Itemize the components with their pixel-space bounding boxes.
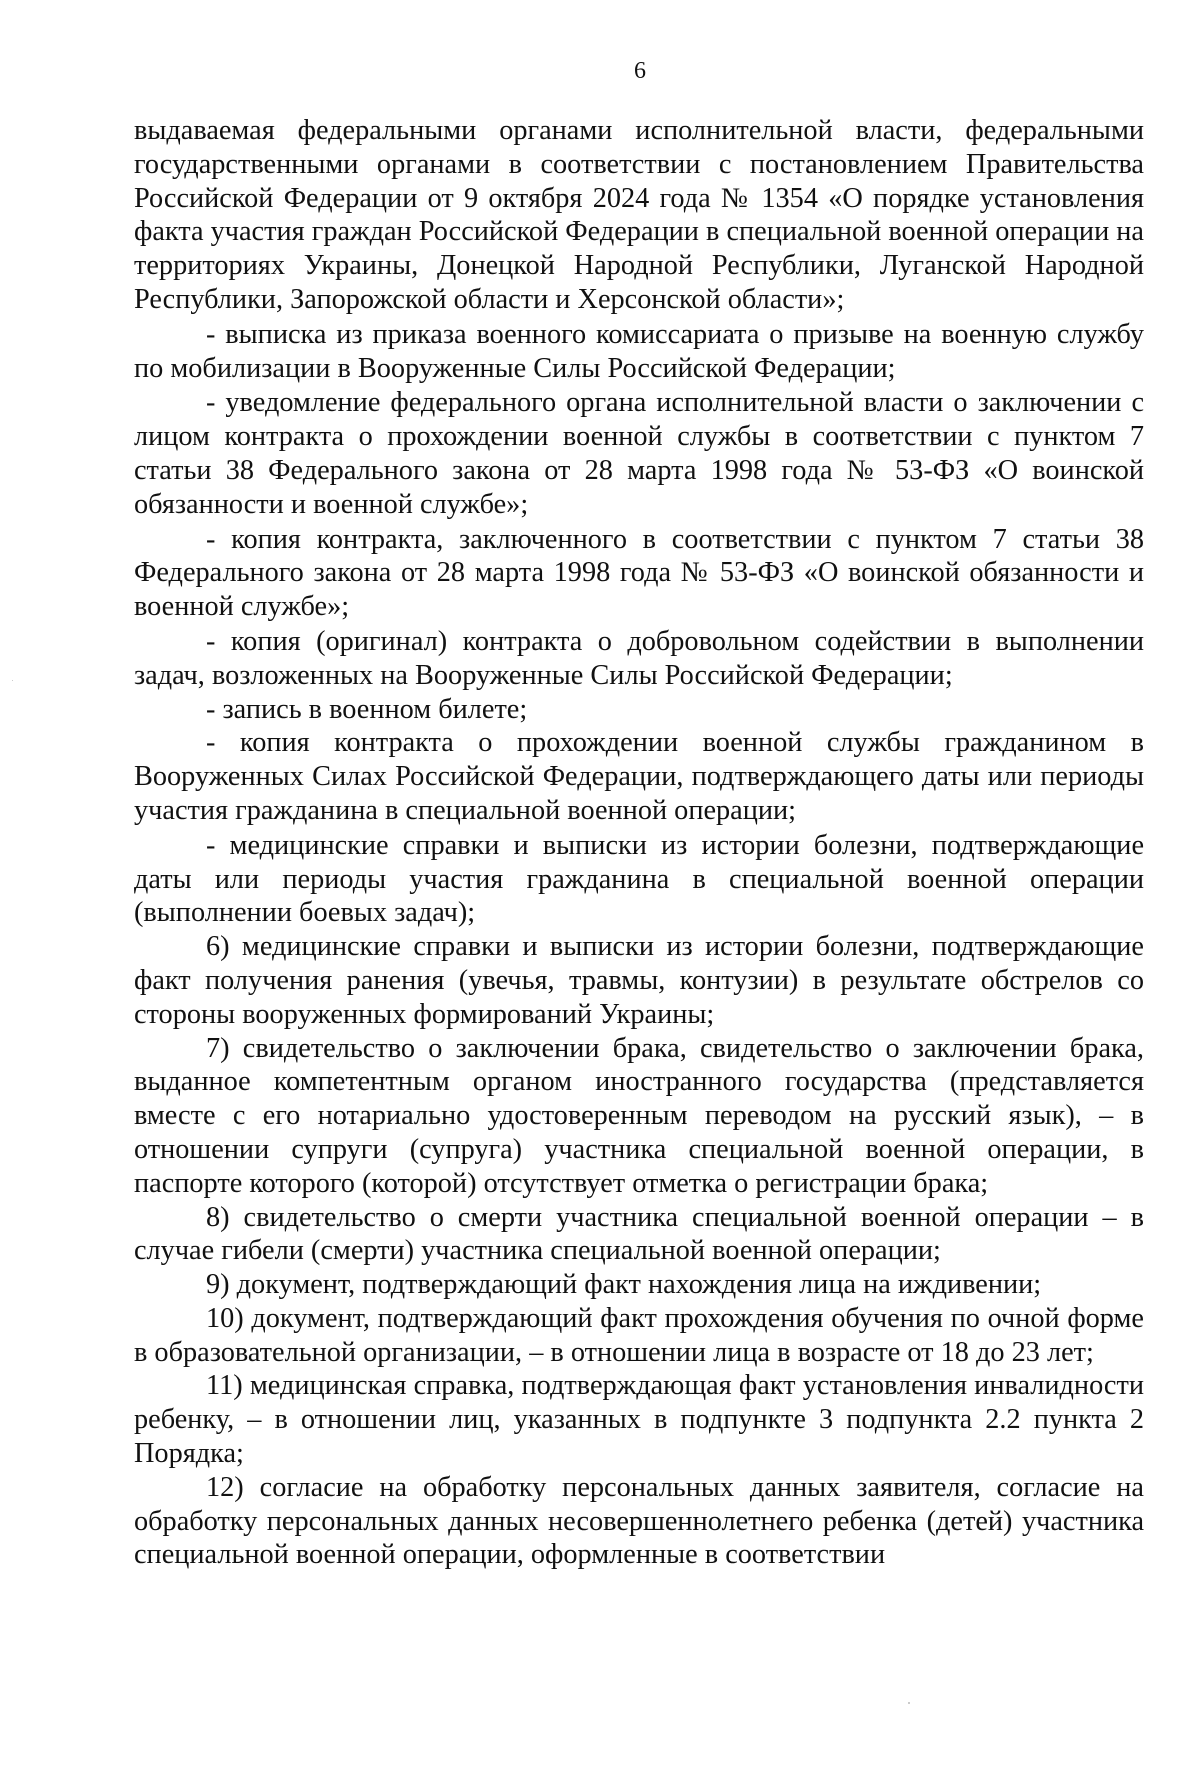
list-item-mobilization-order: - выписка из приказа военного комиссариата о призыве на военную службу по мобилизации в Вооруженные Силы Российской Федерации; <box>134 318 1144 384</box>
scan-speck <box>12 680 13 681</box>
document-body <box>134 114 1144 1572</box>
list-item-medical-records-dates: - медицинские справки и выписки из истории болезни, подтверждающие даты или периоды участия гражданина в специальной военной операции (выполнении боевых задач); <box>134 829 1144 929</box>
list-item-service-contract: - копия контракта о прохождении военной службы гражданином в Вооруженных Силах Российской Федерации, подтверждающего даты или периоды участия гражданина в специальной военной операции; <box>134 727 1144 826</box>
item-10-education-document: 10) документ, подтверждающий факт прохождения обучения по очной форме в образовательной организации, – в отношении лица в возрасте от 18 до 23 лет; <box>134 1302 1144 1368</box>
item-7-marriage-certificate: 7) свидетельство о заключении брака, свидетельство о заключении брака, выданное компетентным органом иностранного государства (представляется вместе с его нотариально удостоверенным переводом на русский язык), – в отношении супруги (супруга) участника специальной военной операции, в паспорте которого (которой) отсутствует отметка о регистрации брака; <box>134 1032 1144 1199</box>
list-item-volunteer-contract: - копия (оригинал) контракта о добровольном содействии в выполнении задач, возложенных на Вооруженные Силы Российской Федерации; <box>134 625 1144 691</box>
list-item-contract-notice: - уведомление федерального органа исполнительной власти о заключении с лицом контракта о прохождении военной службы в соответствии с пунктом 7 статьи 38 Федерального закона от 28 марта 1998 года № 53-ФЗ «О воинской обязанности и военной службе»; <box>134 387 1144 520</box>
item-9-dependency-document: 9) документ, подтверждающий факт нахождения лица на иждивении; <box>206 1269 1042 1301</box>
item-6-medical-records-injury: 6) медицинские справки и выписки из истории болезни, подтверждающие факт получения ранения (увечья, травмы, контузии) в результате обстрелов со стороны вооруженных формирований Украины; <box>134 931 1144 1030</box>
paragraph-continuation: выдаваемая федеральными органами исполнительной власти, федеральными государственными органами в соответствии с постановлением Правительства Российской Федерации от 9 октября 2024 года № 1354 «О порядке установления факта участия граждан Российской Федерации в специальной военной операции на территориях Украины, Донецкой Народной Республики, Луганской Народной Республики, Запорожской области и Херсонской области»; <box>134 115 1144 315</box>
list-item-military-id-record: - запись в военном билете; <box>206 693 528 725</box>
item-8-death-certificate: 8) свидетельство о смерти участника специальной военной операции – в случае гибели (смерти) участника специальной военной операции; <box>134 1201 1144 1267</box>
list-item-contract-copy: - копия контракта, заключенного в соответствии с пунктом 7 статьи 38 Федерального закона от 28 марта 1998 года № 53-ФЗ «О воинской обязанности и военной службе»; <box>134 523 1144 623</box>
page-number: 6 <box>634 58 646 84</box>
scan-speck <box>908 1702 910 1704</box>
item-12-data-processing-consent: 12) согласие на обработку персональных данных заявителя, согласие на обработку персональных данных несовершеннолетнего ребенка (детей) участника специальной военной операции, оформленные в соответствии <box>134 1471 1144 1571</box>
item-11-disability-certificate: 11) медицинская справка, подтверждающая факт установления инвалидности ребенку, – в отношении лиц, указанных в подпункте 3 подпункта 2.2 пункта 2 Порядка; <box>134 1370 1144 1470</box>
